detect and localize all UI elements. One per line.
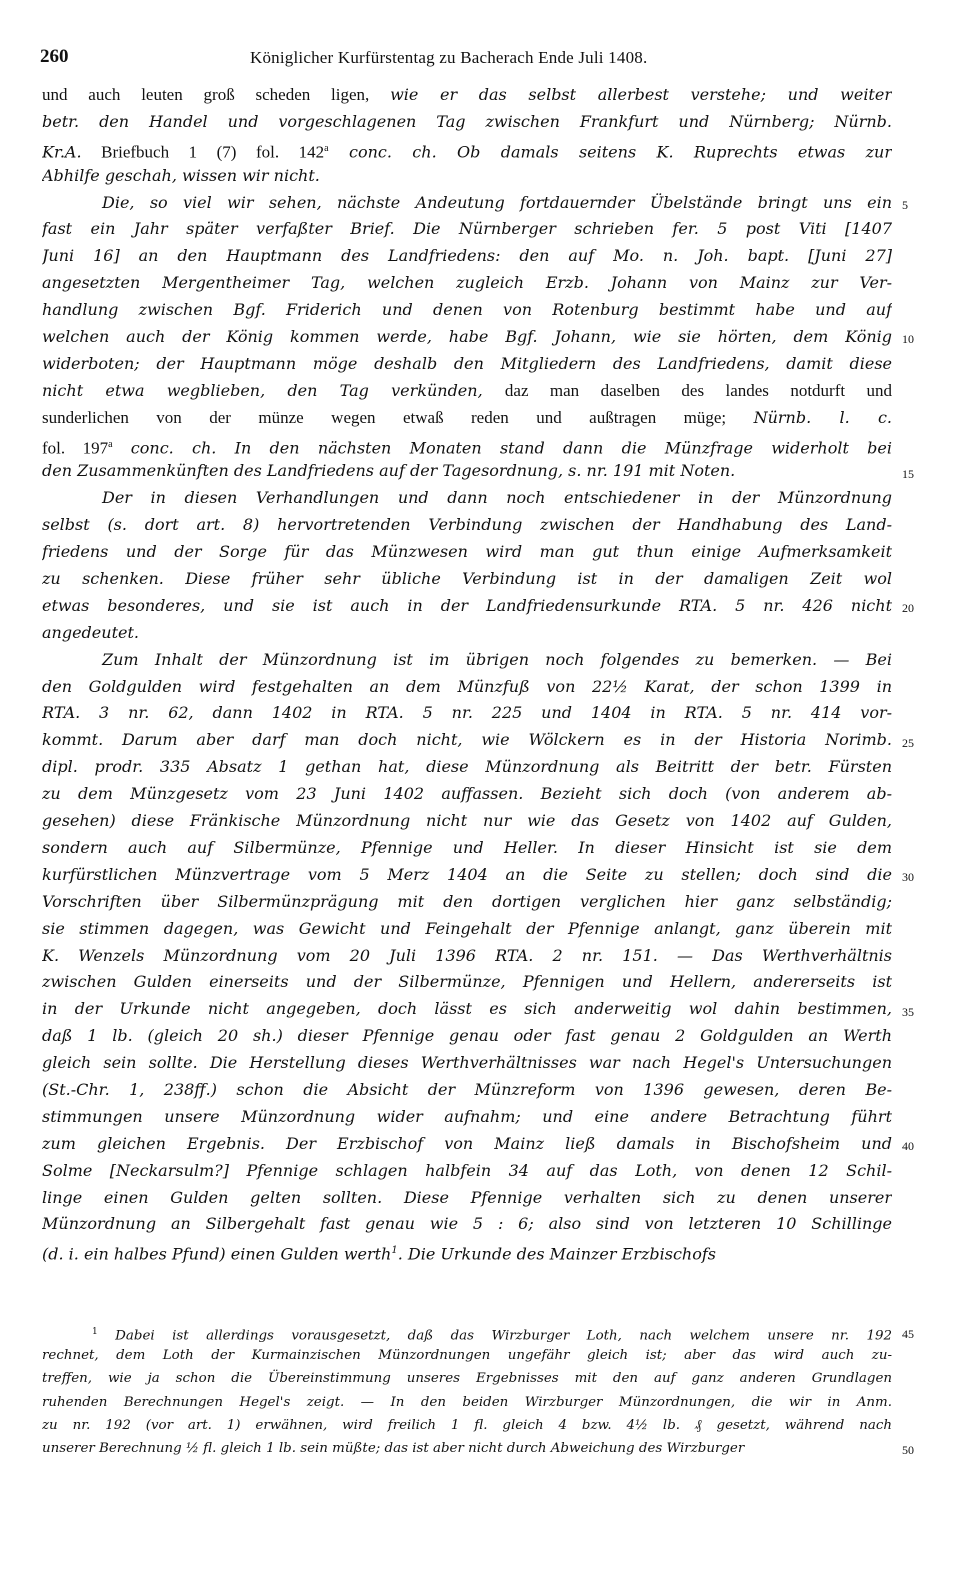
text-line	[42, 808, 892, 835]
text-line	[42, 539, 892, 566]
text-segment: dipl. prodr. 335 Absatz 1 gethan hat, diese Münzordnung als Beitritt der betr. Fürsten	[42, 757, 892, 777]
text-line	[42, 969, 892, 996]
text-line	[42, 781, 892, 808]
line-number: 20	[902, 601, 914, 616]
text-segment: Kr.A.	[42, 142, 82, 162]
text-line	[42, 996, 892, 1023]
text-segment: Briefbuch 1 (7) fol. 142	[81, 142, 325, 162]
running-title: Königlicher Kurfürstentag zu Bacherach Ende Juli 1408.	[250, 48, 648, 67]
text-line	[42, 512, 892, 539]
text-line	[42, 485, 892, 512]
text-segment: nicht etwa wegblieben, den Tag verkünden,	[42, 380, 505, 400]
text-segment: betr. den Handel und vorgeschlagenen Tag zwischen Frankfurt und Nürnberg; Nürnb.	[42, 111, 892, 131]
text-segment: daz man daselben des landes notdurft und	[504, 380, 892, 400]
text-line	[42, 862, 892, 889]
text-segment: zu dem Münzgesetz vom 23 Juni 1402 auffassen. Bezieht sich doch (von anderem ab-	[42, 784, 892, 804]
text-segment: Nürnb. l. c.	[753, 407, 892, 427]
text-line	[42, 647, 892, 674]
text-line	[42, 593, 892, 620]
text-segment: unserer Berechnung ½ fl. gleich 1 lb. sein müßte; das ist aber nicht durch Abweichung des Wirzburger	[42, 1440, 745, 1456]
text-segment: rechnet, dem Loth der Kurmainzischen Münzordnungen ungefähr gleich ist; aber das wird auch zu-	[42, 1348, 892, 1364]
text-line	[42, 835, 892, 862]
footnote-line	[42, 1437, 892, 1460]
text-segment: (d. i. ein halbes Pfund) einen Gulden werth	[42, 1244, 392, 1264]
text-segment: treffen, wie ja schon die Übereinstimmung unseres Ergebnisses mit den auf ganz anderen Grundlagen	[42, 1371, 892, 1387]
page-header	[40, 46, 900, 72]
text-line	[42, 1158, 892, 1185]
text-segment: fast ein Jahr später verfaßter Brief. Die Nürnberger schrieben fer. 5 post Viti [1407	[42, 219, 892, 239]
text-line	[42, 916, 892, 943]
line-number: 35	[902, 1004, 914, 1019]
text-line	[42, 1238, 892, 1265]
text-line	[42, 943, 892, 970]
text-segment: (St.-Chr. 1, 238ff.) schon die Absicht der Münzreform von 1396 gewesen, deren Be-	[42, 1079, 892, 1099]
body-text	[42, 82, 892, 1265]
text-line	[42, 620, 892, 647]
text-segment: linge einen Gulden gelten sollten. Diese Pfennige verhalten sich zu denen unserer	[42, 1187, 892, 1207]
text-segment: Zum Inhalt der Münzordnung ist im übrigen noch folgendes zu bemerken. — Bei	[102, 649, 892, 669]
text-segment: Juni 16] an den Hauptmann des Landfriedens: den auf Mo. n. Joh. bapt. [Juni 27]	[42, 246, 892, 266]
text-segment: . Die Urkunde des Mainzer Erzbischofs	[397, 1244, 716, 1264]
text-segment: und auch leuten groß scheden ligen,	[42, 85, 391, 104]
line-number: 5	[902, 197, 908, 212]
text-line	[42, 109, 892, 136]
text-segment: kurfürstlichen Münzvertrage vom 5 Merz 1404 an die Seite zu stellen; doch sind die	[42, 864, 892, 884]
text-segment: kommt. Darum aber darf man doch nicht, wie Wölckern es in der Historia Norimb.	[42, 730, 892, 750]
text-line	[42, 1104, 892, 1131]
text-segment: Münzordnung an Silbergehalt fast genau wie 5 : 6; also sind von letzteren 10 Schillinge	[42, 1214, 892, 1234]
text-segment: K. Wenzels Münzordnung vom 20 Juli 1396 RTA. 2 nr. 151. — Das Werthverhältnis	[42, 945, 892, 965]
text-line	[42, 351, 892, 378]
page-number: 260	[40, 46, 69, 67]
text-segment: den Goldgulden wird festgehalten an dem Münzfuß von 22½ Karat, der schon 1399 in	[42, 676, 892, 696]
text-line	[42, 270, 892, 297]
text-line	[42, 1023, 892, 1050]
text-segment: zwischen Gulden einerseits und der Silbermünze, Pfennigen und Hellern, andererseits ist	[42, 972, 892, 992]
text-line	[42, 136, 892, 163]
text-line	[42, 216, 892, 243]
text-segment: conc. ch. In den nächsten Monaten stand dann die Münzfrage widerholt bei	[112, 437, 892, 457]
text-segment: Solme [Neckarsulm?] Pfennige schlagen halbfein 34 auf das Loth, von denen 12 Schil-	[42, 1160, 892, 1180]
text-segment: RTA. 3 nr. 62, dann 1402 in RTA. 5 nr. 225 und 1404 in RTA. 5 nr. 414 vor-	[42, 703, 892, 723]
text-segment: sie stimmen dagegen, was Gewicht und Feingehalt der Pfennige anlangt, ganz überein mit	[42, 918, 892, 938]
text-segment: angedeutet.	[42, 622, 139, 642]
text-line	[42, 889, 892, 916]
footnote-line	[42, 1344, 892, 1367]
text-segment: Der in diesen Verhandlungen und dann noch entschiedener in der Münzordnung	[102, 488, 892, 508]
text-line	[42, 1050, 892, 1077]
line-number: 10	[902, 332, 914, 347]
text-segment: Dabei ist allerdings vorausgesetzt, daß das Wirzburger Loth, nach welchem unsere nr. 192	[97, 1328, 892, 1344]
text-line	[42, 432, 892, 459]
text-line	[42, 297, 892, 324]
text-segment: Die, so viel wir sehen, nächste Andeutung fortdauernder Übelstände bringt uns ein	[102, 192, 892, 212]
text-line	[42, 243, 892, 270]
text-line	[42, 727, 892, 754]
text-segment: zu schenken. Diese früher sehr übliche Verbindung ist in der damaligen Zeit wol	[42, 569, 892, 589]
text-line	[42, 1131, 892, 1158]
text-segment: etwas besonderes, und sie ist auch in der Landfriedensurkunde RTA. 5 nr. 426 nicht	[42, 595, 892, 615]
line-number: 45	[902, 1327, 914, 1341]
footnote-line	[42, 1321, 892, 1344]
text-segment: fol. 197	[42, 437, 109, 457]
text-line	[42, 754, 892, 781]
footnote-line	[42, 1414, 892, 1437]
text-segment: sondern auch auf Silbermünze, Pfennige und Heller. In dieser Hinsicht ist sie dem	[42, 837, 892, 857]
text-segment: zum gleichen Ergebnis. Der Erzbischof von Mainz ließ damals in Bischofsheim und	[42, 1133, 892, 1153]
text-segment: den Zusammenkünften des Landfriedens auf der Tagesordnung, s. nr. 191 mit Noten.	[42, 461, 736, 481]
text-line	[42, 324, 892, 351]
text-segment: Vorschriften über Silbermünzprägung mit den dortigen verglichen hier ganz selbständig;	[42, 891, 892, 911]
text-segment: daß 1 lb. (gleich 20 sh.) dieser Pfennige genau oder fast genau 2 Goldgulden an Werth	[42, 1026, 892, 1046]
text-line	[42, 1211, 892, 1238]
footnote	[42, 1321, 892, 1460]
text-segment: zu nr. 192 (vor art. 1) erwähnen, wird freilich 1 fl. gleich 4 bzw. 4½ lb. ₰ gesetzt, während nach	[42, 1417, 892, 1433]
text-line	[42, 82, 892, 109]
text-segment: friedens und der Sorge für das Münzwesen wird man gut thun einige Aufmerksamkeit	[42, 542, 892, 562]
text-line	[42, 378, 892, 405]
text-segment: ruhenden Berechnungen Hegel's zeigt. — In den beiden Wirzburger Münzordnungen, die wir in Anm.	[42, 1394, 892, 1410]
footnote-marker: 1	[92, 1327, 98, 1337]
text-segment: conc. ch. Ob damals seitens K. Ruprechts etwas zur	[328, 142, 892, 162]
text-segment: sunderlichen von der münze wegen etwaß reden und außtragen müge;	[42, 407, 754, 427]
text-segment: widerboten; der Hauptmann möge deshalb den Mitgliedern des Landfriedens, damit diese	[42, 353, 892, 373]
line-number: 40	[902, 1139, 914, 1154]
text-line	[42, 1185, 892, 1212]
text-segment: Abhilfe geschah, wissen wir nicht.	[42, 165, 320, 185]
text-segment: welchen auch der König kommen werde, habe Bgf. Johann, wie sie hörten, dem König	[42, 327, 892, 347]
superscript: 1	[391, 1245, 398, 1257]
text-segment: handlung zwischen Bgf. Friderich und denen von Rotenburg bestimmt habe und auf	[42, 300, 892, 320]
text-line	[42, 163, 892, 190]
text-segment: stimmungen unsere Münzordnung wider aufnahm; und eine andere Betrachtung führt	[42, 1106, 892, 1126]
text-line	[42, 458, 892, 485]
text-line	[42, 700, 892, 727]
text-line	[42, 1077, 892, 1104]
text-segment: gesehen) diese Fränkische Münzordnung nicht nur wie das Gesetz von 1402 auf Gulden,	[42, 811, 892, 831]
line-number: 25	[902, 735, 914, 750]
superscript: a	[108, 438, 113, 450]
text-line	[42, 190, 892, 217]
footnote-line	[42, 1367, 892, 1390]
text-segment: gleich sein sollte. Die Herstellung dieses Werthverhältnisses war nach Hegel's Untersuchungen	[42, 1053, 892, 1073]
text-line	[42, 674, 892, 701]
superscript: a	[324, 142, 329, 154]
text-line	[42, 405, 892, 432]
line-number: 15	[902, 466, 914, 481]
text-segment: selbst (s. dort art. 8) hervortretenden Verbindung zwischen der Handhabung des Land-	[42, 515, 892, 535]
text-line	[42, 566, 892, 593]
text-segment: angesetzten Mergentheimer Tag, welchen zugleich Erzb. Johann von Mainz zur Ver-	[42, 273, 892, 293]
line-number: 30	[902, 870, 914, 885]
text-segment: in der Urkunde nicht angegeben, doch lässt es sich anderweitig wol dahin bestimmen,	[42, 999, 892, 1019]
line-number: 50	[902, 1443, 914, 1457]
text-segment: wie er das selbst allerbest verstehe; und weiter	[390, 85, 892, 104]
footnote-line	[42, 1391, 892, 1414]
